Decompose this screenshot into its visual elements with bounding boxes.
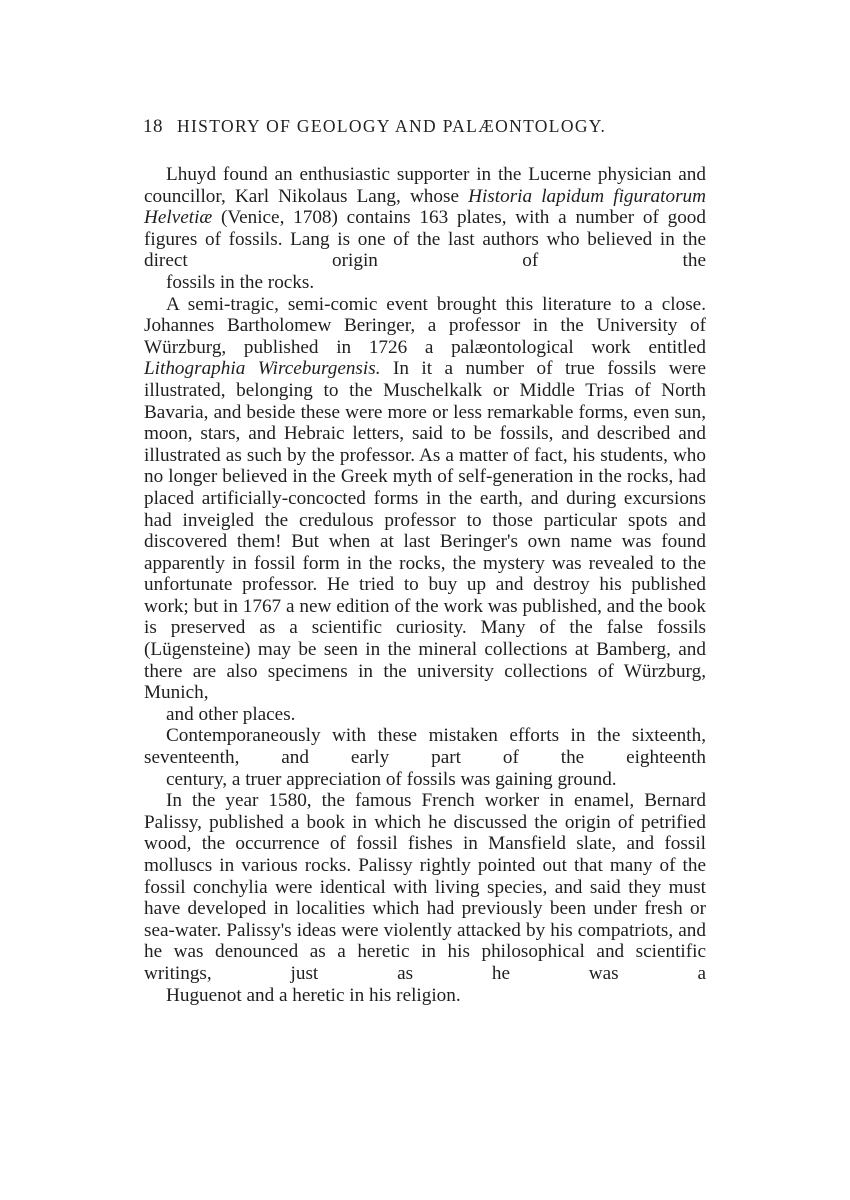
paragraph-last-line: century, a truer appreciation of fossils was gaining ground.: [166, 768, 617, 790]
text-run: In the year 1580, the famous French worker in enamel, Bernard Palissy, published a book in which he discussed the origin of petrified wood, the occurrence of fossil fishes in Mansfield slate, and fossil molluscs in various rocks. Palissy rightly pointed out that many of the fossil conchylia were identical with living species, and said they must have developed in localities which had previously been under fresh or sea-water. Palissy's ideas were violently attacked by his compatriots, and he was denounced as a heretic in his philosophical and scientific writings, just as he was a: [144, 790, 706, 984]
italic-title: Lithographia Wirceburgensis.: [144, 358, 381, 380]
paragraph: [144, 294, 706, 726]
paragraph: [144, 790, 706, 1006]
page-number: 18: [143, 116, 163, 137]
paragraph: [144, 725, 706, 790]
paragraph-last-line: Huguenot and a heretic in his religion.: [166, 984, 461, 1006]
text-run: A semi-tragic, semi-comic event brought this literature to a close. Johannes Bartholomew Beringer, a professor in the University of Würzburg, published in 1726 a palæontological work entitled: [144, 293, 706, 358]
text-run: In it a number of true fossils were illustrated, belonging to the Muschelkalk or Middle Trias of North Bavaria, and beside these were more or less remarkable forms, even sun, moon, stars, and Hebraic letters, said to be fossils, and described and illustrated as such by the professor. As a matter of fact, his students, who no longer believed in the Greek myth of self-generation in the rocks, had placed artificially-concocted forms in the earth, and during excursions had inveigled the credulous professor to those particular spots and discovered them! But when at last Beringer's own name was found apparently in fossil form in the rocks, the mystery was revealed to the unfortunate professor. He tried to buy up and destroy his published work; but in 1767 a new edition of the work was published, and the book is preserved as a scientific curiosity. Many of the false fossils (Lügensteine) may be seen in the mineral collections at Bamberg, and there are also specimens in the university collections of Würzburg, Munich,: [144, 358, 706, 704]
paragraph-last-line: fossils in the rocks.: [166, 271, 315, 293]
text-run: Contemporaneously with these mistaken efforts in the sixteenth, seventeenth, and early part of the eighteenth: [144, 725, 706, 769]
paragraph-last-line: and other places.: [166, 703, 296, 725]
text-run: Lhuyd found an enthusiastic supporter in the Lucerne physician and councillor, Karl Nikolaus Lang, whose: [144, 164, 706, 207]
paragraph: [144, 164, 706, 294]
italic-title: Historia lapidum figuratorum Helvetiæ: [144, 185, 706, 229]
running-title: HISTORY OF GEOLOGY AND PALÆONTOLOGY.: [177, 116, 607, 136]
body-text: [144, 164, 706, 1006]
running-head: [143, 116, 723, 138]
text-run: (Venice, 1708) contains 163 plates, with a number of good figures of fossils. Lang is one of the last authors who believed in the direct origin of the: [144, 207, 706, 272]
